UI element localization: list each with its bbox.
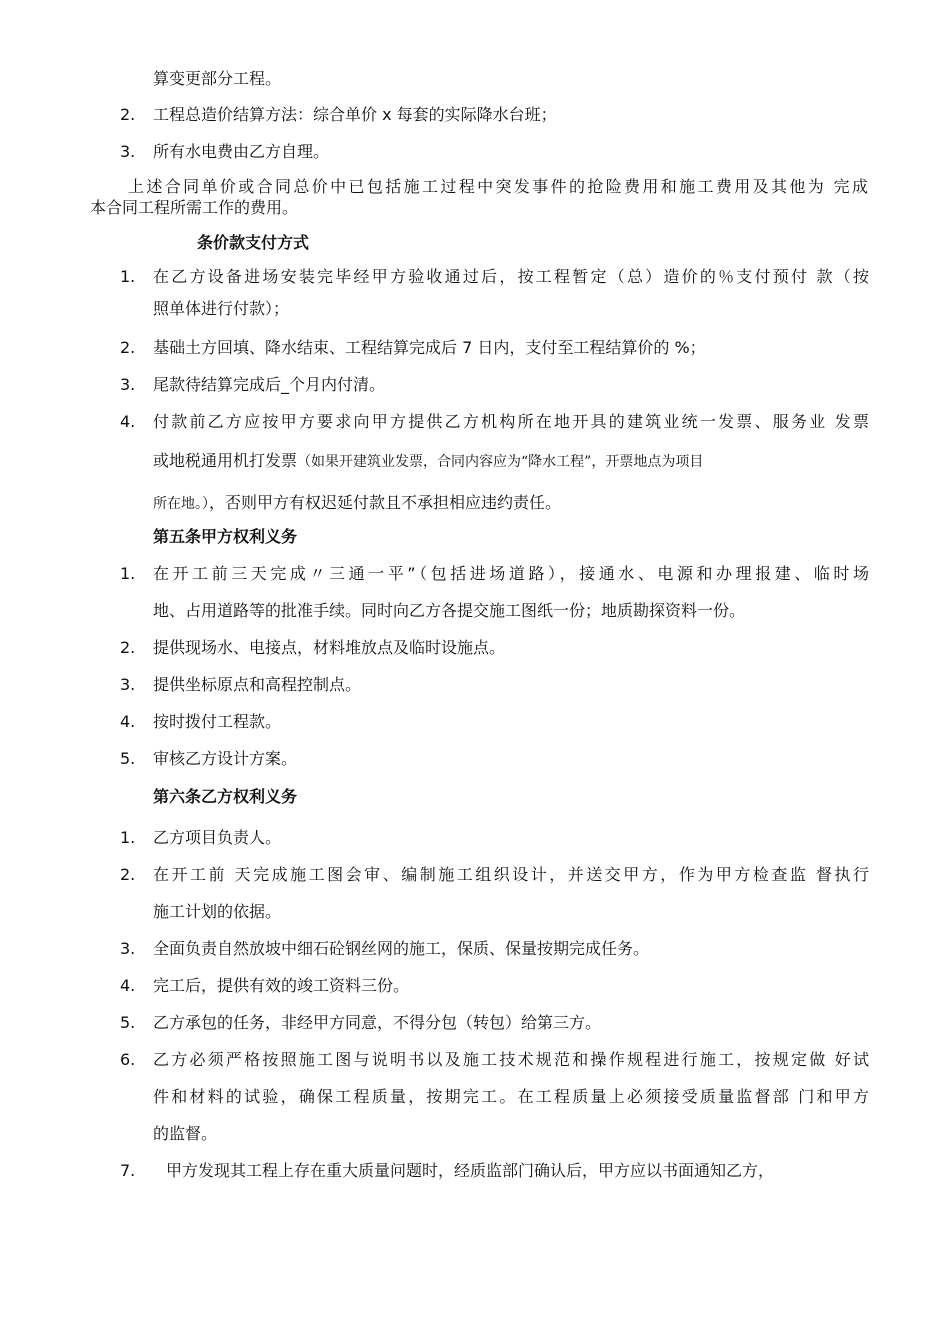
list-number: 1. — [120, 828, 136, 847]
list-number: 2. — [120, 338, 136, 357]
section-heading-article5: 第五条甲方权利义务 — [153, 527, 298, 546]
section-heading-payment: 条价款支付方式 — [197, 233, 310, 252]
list-item-text: 在开工前 天完成施工图会审、编制施工组织设计，并送交甲方，作为甲方检查监 督执行 — [153, 865, 869, 884]
list-item-text: 乙方项目负责人。 — [153, 828, 282, 847]
list-item-text: 的监督。 — [153, 1124, 218, 1143]
list-item-text: 在乙方设备进场安装完毕经甲方验收通过后，按工程暂定（总）造价的％支付预付 款（按 — [153, 267, 869, 286]
list-item-text: 所有水电费由乙方自理。 — [153, 142, 330, 161]
list-item-text: 完工后，提供有效的竣工资料三份。 — [153, 976, 410, 995]
list-number: 5. — [120, 749, 136, 768]
list-item-text: 按时拨付工程款。 — [153, 712, 282, 731]
list-number: 3. — [120, 675, 136, 694]
list-item-note: （如果开建筑业发票，合同内容应为“降水工程”，开票地点为项目 — [297, 454, 704, 470]
list-item-text: 提供坐标原点和高程控制点。 — [153, 675, 362, 694]
list-item-text: 付款前乙方应按甲方要求向甲方提供乙方机构所在地开具的建筑业统一发票、服务业 发票 — [153, 412, 869, 431]
paragraph-line: 上述合同单价或合同总价中已包括施工过程中突发事件的抢险费用和施工费用及其他为 完成 — [128, 177, 868, 196]
list-number: 6. — [120, 1050, 136, 1069]
list-item-text: 提供现场水、电接点，材料堆放点及临时设施点。 — [153, 638, 506, 657]
list-number: 4. — [120, 976, 136, 995]
list-number: 3. — [120, 375, 136, 394]
list-item-text: 甲方发现其工程上存在重大质量问题时，经质监部门确认后，甲方应以书面通知乙方， — [166, 1161, 775, 1180]
list-number: 3. — [120, 142, 136, 161]
list-number: 4. — [120, 412, 136, 431]
list-item-note: 所在地。） — [153, 496, 209, 512]
list-number: 4. — [120, 712, 136, 731]
list-item-text: 工程总造价结算方法：综合单价 x 每套的实际降水台班； — [153, 105, 557, 124]
list-number: 3. — [120, 939, 136, 958]
list-number: 1. — [120, 564, 136, 583]
list-number: 1. — [120, 267, 136, 286]
list-item-text: 乙方承包的任务，非经甲方同意，不得分包（转包）给第三方。 — [153, 1013, 602, 1032]
continuation-text: 算变更部分工程。 — [153, 69, 282, 88]
list-number: 7. — [120, 1161, 136, 1180]
list-item-text — [153, 450, 703, 473]
list-item-text: 乙方必须严格按照施工图与说明书以及施工技术规范和操作规程进行施工，按规定做 好试 — [153, 1050, 869, 1069]
list-item-text: 照单体进行付款）； — [153, 299, 290, 318]
list-item-text: 地、占用道路等的批准手续。同时向乙方各提交施工图纸一份；地质勘探资料一份。 — [153, 601, 746, 620]
list-number: 2. — [120, 638, 136, 657]
list-item-text: 在开工前三天完成〃三通一平”（包括进场道路），接通水、电源和办理报建、临时场 — [153, 564, 869, 583]
list-item-text: 施工计划的依据。 — [153, 902, 282, 921]
list-item-text: 基础土方回填、降水结束、工程结算完成后 7 日内，支付至工程结算价的 %； — [153, 338, 706, 357]
section-heading-article6: 第六条乙方权利义务 — [153, 787, 298, 806]
list-item-text-main: 或地税通用机打发票 — [153, 451, 298, 470]
list-item-text: 审核乙方设计方案。 — [153, 749, 298, 768]
list-item-text: 全面负责自然放坡中细石砼钢丝网的施工，保质、保量按期完成任务。 — [153, 939, 650, 958]
list-number: 5. — [120, 1013, 136, 1032]
list-item-text-main: ，否则甲方有权迟延付款且不承担相应违约责任。 — [209, 493, 562, 512]
list-number: 2. — [120, 105, 136, 124]
paragraph-line: 本合同工程所需工作的费用。 — [90, 198, 299, 217]
list-item-text: 件和材料的试验，确保工程质量，按期完工。在工程质量上必须接受质量监督部 门和甲方 — [153, 1087, 869, 1106]
list-number: 2. — [120, 865, 136, 884]
list-item-text: 尾款待结算完成后_个月内付清。 — [153, 375, 386, 394]
list-item-text — [153, 492, 561, 515]
